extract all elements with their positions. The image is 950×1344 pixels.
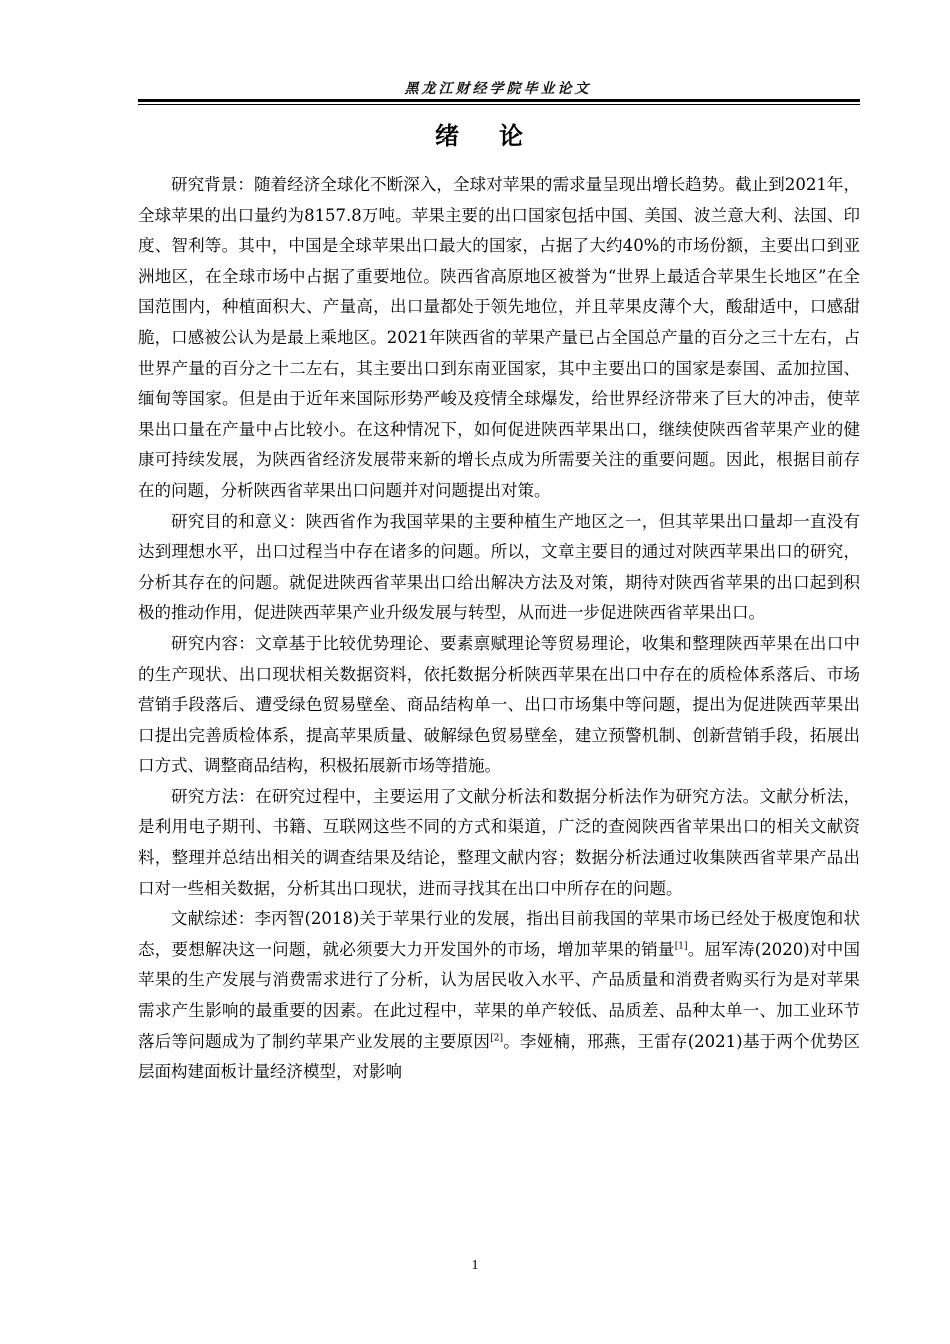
literature-text-1: 文献综述：李丙智(2018)关于苹果行业的发展，指出目前我国的苹果市场已经处于极度饱和状态，要想解决这一问题，就必须要大力开发国外的市场，增加苹果的销量: [138, 909, 860, 959]
header-rule-thick: [138, 99, 860, 102]
paragraph-background: 研究背景：随着经济全球化不断深入，全球对苹果的需求量呈现出增长趋势。截止到2021年，全球苹果的出口量约为8157.8万吨。苹果主要的出口国家包括中国、美国、波兰意大利、法国、印度、智利等。其中，中国是全球苹果出口最大的国家，占据了大约40%的市场份额，主要出口到亚洲地区，在全球市场中占据了重要地位。陕西省高原地区被誉为“世界上最适合苹果生长地区”在全国范围内，种植面积大、产量高，出口量都处于领先地位，并且苹果皮薄个大，酸甜适中，口感甜脆，口感被公认为是最上乘地区。2021年陕西省的苹果产量已占全国总产量的百分之三十左右，占世界产量的百分之十二左右，其主要出口到东南亚国家，其中主要出口的国家是泰国、孟加拉国、缅甸等国家。但是由于近年来国际形势严峻及疫情全球爆发，给世界经济带来了巨大的冲击，使苹果出口量在产量中占比较小。在这种情况下，如何促进陕西苹果出口，继续使陕西省苹果产业的健康可持续发展，为陕西省经济发展带来新的增长点成为所需要关注的重要问题。因此，根据目前存在的问题，分析陕西省苹果出口问题并对问题提出对策。: [138, 175, 860, 500]
page-number: 1: [471, 1258, 479, 1273]
literature-text-3: 。李娅楠，邢燕，王雷存(2021)基于两个优势区层面构建面板计量经济模型，对影响: [138, 1031, 861, 1082]
paragraph-purpose: 研究目的和意义：陕西省作为我国苹果的主要种植生产地区之一，但其苹果出口量却一直没有达到理想水平，出口过程当中存在诸多的问题。所以，文章主要目的通过对陕西苹果出口的研究，分析其存在的问题。就促进陕西省苹果出口给出解决方法及对策，期待对陕西省苹果的出口起到积极的推动作用，促进陕西苹果产业升级发展与转型，从而进一步促进陕西省苹果出口。: [138, 511, 860, 623]
literature-text-2: 。屈军涛(2020)对中国苹果的生产发展与消费需求进行了分析，认为居民收入水平、产品质量和消费者购买行为是对苹果需求产生影响的最重要的因素。在此过程中，苹果的单产较低、品质差、品种太单一、加工业环节落后等问题成为了制约苹果产业发展的主要原因: [138, 939, 860, 1051]
paragraph-method: 研究方法：在研究过程中，主要运用了文献分析法和数据分析法作为研究方法。文献分析法，是利用电子期刊、书籍、互联网这些不同的方式和渠道，广泛的查阅陕西省苹果出口的相关文献资料，整理并总结出相关的调查结果及结论，整理文献内容；数据分析法通过收集陕西省苹果产品出口对一些相关数据，分析其出口现状，进而寻找其在出口中所存在的问题。: [138, 786, 860, 898]
chapter-title: 绪论: [435, 122, 563, 150]
running-header: 黑龙江财经学院毕业论文: [404, 81, 592, 97]
paragraph-content: 研究内容：文章基于比较优势理论、要素禀赋理论等贸易理论，收集和整理陕西苹果在出口中的生产现状、出口现状相关数据资料，依托数据分析陕西苹果在出口中存在的质检体系落后、市场营销手段落后、遭受绿色贸易壁垒、商品结构单一、出口市场集中等问题，提出为促进陕西苹果出口提出完善质检体系，提高苹果质量、破解绿色贸易壁垒，建立预警机制、创新营销手段，拓展出口方式、调整商品结构，积极拓展新市场等措施。: [138, 633, 860, 776]
paragraph-literature-review: [138, 904, 860, 1088]
citation-1: [1]: [674, 941, 688, 952]
header-rule-thin: [138, 104, 860, 105]
body-text: [138, 170, 860, 1088]
citation-2: [2]: [490, 1033, 503, 1044]
